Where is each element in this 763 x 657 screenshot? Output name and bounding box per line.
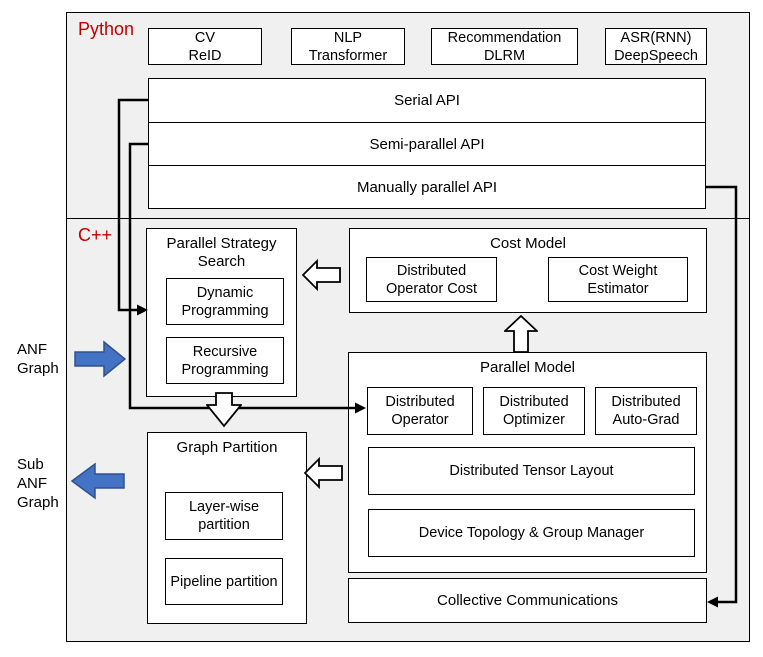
app-box-line1: ASR(RNN) (620, 29, 692, 46)
app-box-line2: DeepSpeech (614, 47, 698, 64)
distributed-tensor-layout-box: Distributed Tensor Layout (368, 447, 695, 495)
app-box-line1: CV (194, 29, 216, 46)
parallel-model-to-graph-partition-arrow-icon (304, 456, 344, 490)
parallel-strategy-search-title: Parallel Strategy Search (166, 235, 277, 270)
layer-wise-partition-box: Layer-wise partition (165, 492, 283, 540)
distributed-optimizer-box: Distributed Optimizer (483, 387, 585, 435)
parallel-model-title: Parallel Model (479, 359, 576, 376)
semi-parallel-api-box: Semi-parallel API (148, 123, 706, 166)
anf-graph-input-arrow-icon (74, 340, 126, 378)
api-stack (148, 78, 706, 209)
sub-anf-graph-label-line2: ANF (17, 475, 47, 492)
sub-anf-graph-label (17, 455, 59, 512)
manually-parallel-api-box: Manually parallel API (148, 166, 706, 209)
sub-anf-graph-label-line3: Graph (17, 494, 59, 511)
anf-graph-label-line2: Graph (17, 360, 59, 377)
app-box-cv-reid (148, 28, 262, 65)
app-box-line2: DLRM (483, 47, 526, 64)
distributed-auto-grad-box: Distributed Auto-Grad (595, 387, 697, 435)
app-box-asr-deepspeech (605, 28, 707, 65)
serial-api-box: Serial API (148, 78, 706, 123)
strategy-search-to-graph-partition-arrow-icon (206, 392, 242, 428)
cost-model-title: Cost Model (490, 235, 566, 252)
anf-graph-label-line1: ANF (17, 341, 47, 358)
cost-model-to-strategy-search-arrow-icon (302, 258, 342, 292)
collective-communications-box: Collective Communications (348, 578, 707, 623)
sub-anf-graph-label-line1: Sub (17, 456, 44, 473)
recursive-programming-box: Recursive Programming (166, 337, 284, 384)
app-box-line2: ReID (188, 47, 222, 64)
device-topology-group-manager-box: Device Topology & Group Manager (368, 509, 695, 557)
python-section-label: Python (78, 19, 135, 39)
cost-weight-estimator-box: Cost Weight Estimator (548, 257, 688, 302)
distributed-operator-box: Distributed Operator (367, 387, 473, 435)
sub-anf-graph-output-arrow-icon (71, 461, 125, 501)
dynamic-programming-box: Dynamic Programming (166, 278, 284, 325)
app-box-line1: NLP (333, 29, 363, 46)
cpp-section-label: C++ (78, 225, 113, 245)
app-box-line1: Recommendation (447, 29, 562, 46)
anf-graph-label (17, 340, 59, 378)
app-box-line2: Transformer (308, 47, 388, 64)
app-box-recommendation-dlrm (431, 28, 578, 65)
graph-partition-title: Graph Partition (176, 439, 278, 456)
python-cpp-divider (66, 218, 750, 219)
app-box-nlp-transformer (291, 28, 405, 65)
pipeline-partition-box: Pipeline partition (165, 558, 283, 605)
parallel-model-to-cost-model-arrow-icon (504, 315, 538, 353)
distributed-operator-cost-box: Distributed Operator Cost (366, 257, 497, 302)
